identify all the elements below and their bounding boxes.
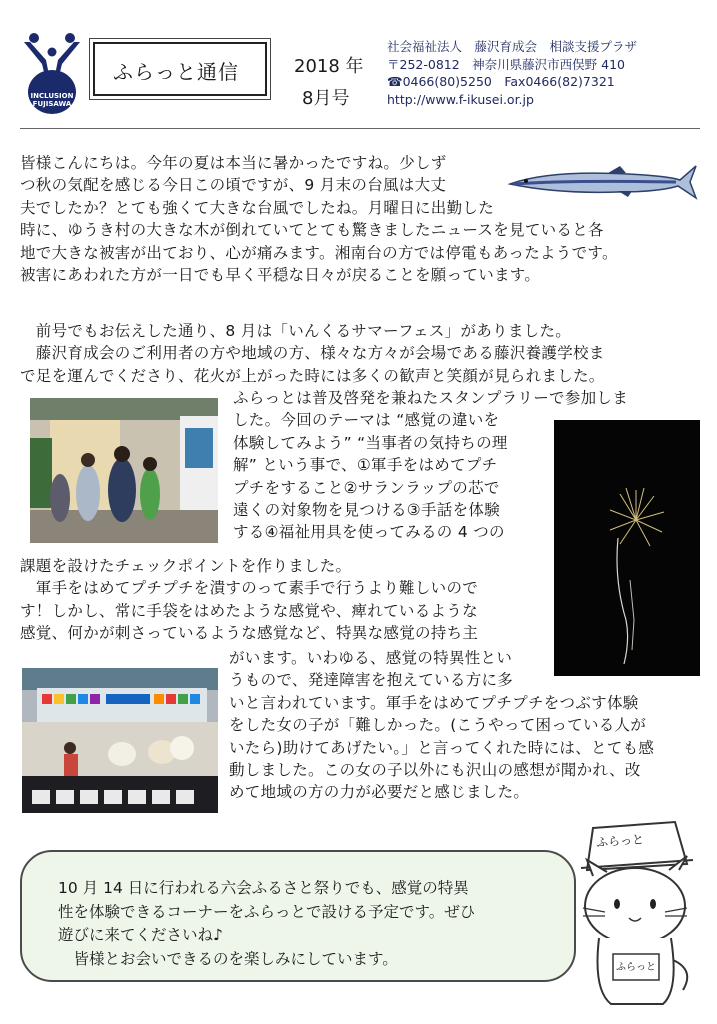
issue-year: 2018 年	[294, 56, 364, 77]
article-lower-text: がいます。いわゆる、感覚の特異性とい うもので、発達障害を抱えている方に多 いと言われています。軍手をはめてプチプチをつぶす体験 をした女の子が「難しかった。(こうやって困っている人が いたら)助けてあげたい。」と言ってくれた時には、とても感 動しました。この女の子以外にも沢山の感想が聞かれ、改 めて地域の方の力が必要だと感じました。	[229, 649, 655, 802]
stamp-rally-booth-photo	[30, 398, 218, 543]
organization-info	[387, 38, 637, 108]
logo-caption: INCLUSION FUJISAWA	[30, 92, 74, 108]
newsletter-title: ふらっと通信	[113, 60, 239, 84]
org-website-link[interactable]: http://www.f-ikusei.or.jp	[387, 91, 534, 107]
newsletter-title-box	[93, 42, 267, 96]
article-lead: 前号でもお伝えした通り、8 月は「いんくるサマーフェス」がありました。 藤沢育成会のご利用者の方や地域の方、様々な方々が会場である藤沢養護学校ま で足を運んでくださり、花火が上がった時には多くの歓声と笑顔が見られました。	[20, 322, 605, 385]
article-middle-text: 課題を設けたチェックポイントを作りました。 軍手をはめてプチプチを潰すのって素手で行うより難しいので す！しかし、常に手袋をはめたような感覚や、痺れているような 感覚、何かが刺さっているような感覚など、特異な感覚の持ち主	[20, 557, 479, 643]
mascot-badge-label: ふらっと	[616, 962, 656, 973]
saury-fish-illustration	[508, 160, 698, 205]
fireworks-photo	[554, 420, 700, 676]
header-divider	[20, 128, 700, 129]
org-phone-fax: ☎0466(80)5250 Fax0466(82)7321	[387, 74, 615, 89]
stage-performance-photo	[22, 668, 218, 813]
org-address: 〒252-0812 神奈川県藤沢市西俣野 410	[387, 56, 626, 72]
org-name: 社会福祉法人 藤沢育成会 相談支援プラザ	[387, 39, 638, 54]
announcement-text: 10 月 14 日に行われる六会ふるさと祭りでも、感覚の特異 性を体験できるコーナーをふらっとで設ける予定です。ぜひ 遊びに来てくださいね♪ 皆様とお会いできるのを楽しみにしています。	[58, 879, 476, 968]
intro-paragraph: 皆様こんにちは。今年の夏は本当に暑かったですね。少しず つ秋の気配を感じる今日この頃ですが、9 月末の台風は大丈 夫でしたか？とても強くて大きな台風でしたね。月曜日に出勤した 時に、ゆうき村の大きな木が倒れていてとても驚きましたニュースを見ていると各 地で大きな被害が出ており、心が痛みます。湘南台の方では停電もあったようです。 被害にあわれた方が一日でも早く平穏な日々が戻ることを願っています。	[20, 154, 618, 285]
article-beside-photo-text: ふらっとは普及啓発を兼ねたスタンプラリーで参加しま した。今回のテーマは “感覚の違いを 体験してみよう” “当事者の気持ちの理 解” という事で、①軍手をはめてプチ プチをすること②サランラップの芯で 遠くの対象物を見つける③手話を体験 する④福祉用具を使ってみるの 4 つの	[233, 389, 629, 542]
mascot-hat-label: ふらっと	[595, 832, 645, 850]
flatto-mascot-cat-illustration	[563, 820, 703, 1010]
issue-month: 8月号	[302, 88, 350, 109]
